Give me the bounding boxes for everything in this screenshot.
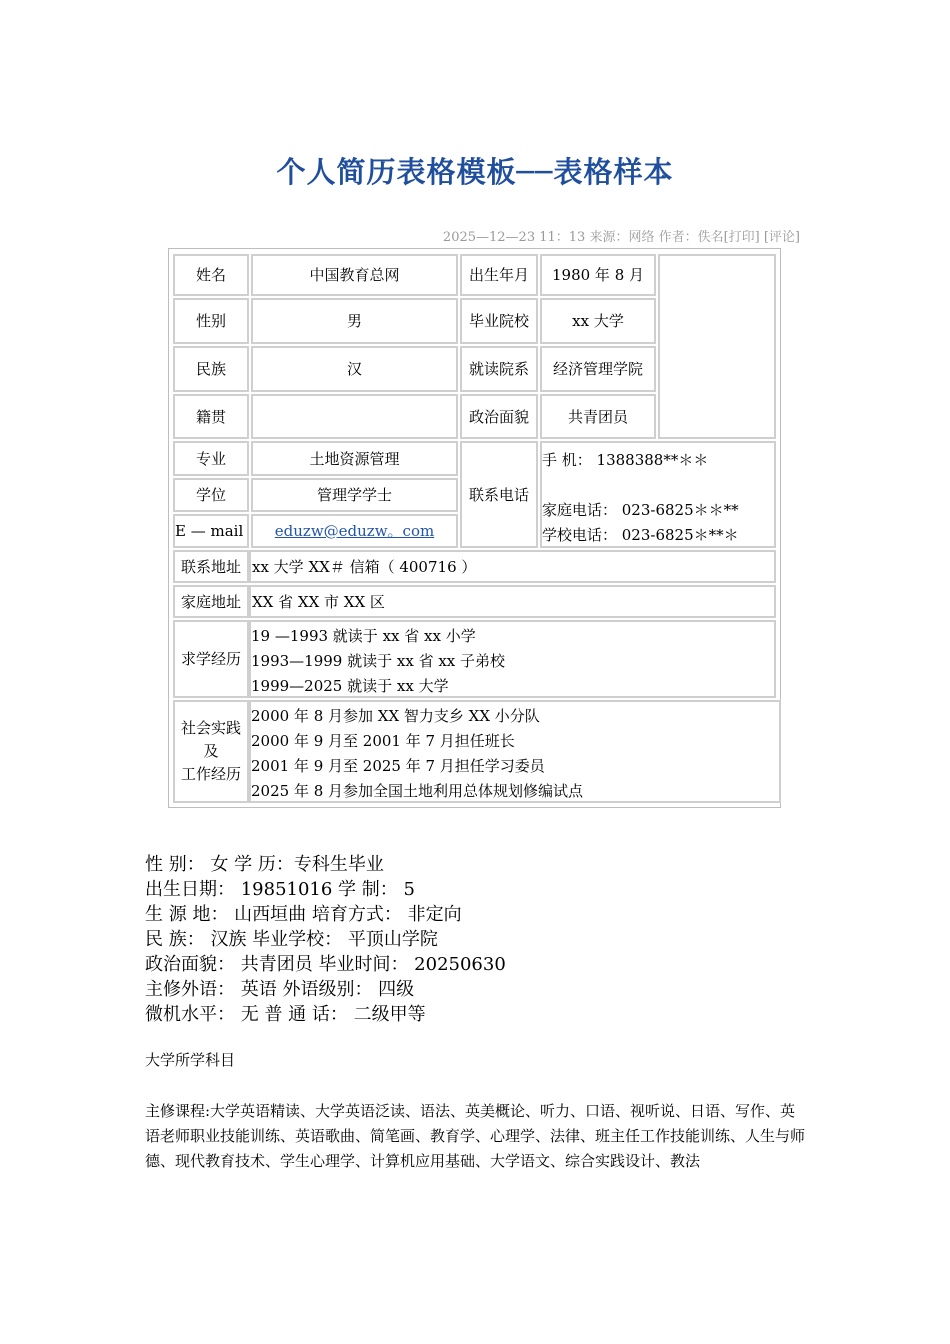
- birth-value: 1980 年 8 月: [540, 254, 656, 296]
- gender-label: 性别: [173, 298, 249, 344]
- work-item: 2000 年 8 月参加 XX 智力支乡 XX 小分队: [251, 707, 540, 725]
- native-value: [251, 394, 458, 439]
- education-label: 求学经历: [173, 620, 249, 698]
- work-label-line: 社会实践: [180, 719, 241, 737]
- email-label: E — mail: [173, 514, 249, 548]
- major-label: 专业: [173, 441, 249, 476]
- mobile-phone: 手 机： 1388388**＊＊: [542, 451, 709, 469]
- gender-value: 男: [251, 298, 458, 344]
- education-item: 1993—1999 就读于 xx 省 xx 子弟校: [251, 652, 506, 670]
- name-value: 中国教育总网: [251, 254, 458, 296]
- school-label: 毕业院校: [460, 298, 538, 344]
- work-item: 2000 年 9 月至 2001 年 7 月担任班长: [251, 732, 515, 750]
- political-label: 政治面貌: [460, 394, 538, 439]
- info-line: 出生日期： 19851016 学 制： 5: [145, 879, 415, 900]
- work-label-line: 及: [203, 742, 219, 760]
- education-item: 19 —1993 就读于 xx 省 xx 小学: [251, 627, 476, 645]
- contact-label: 联系电话: [460, 441, 538, 548]
- degree-value: 管理学学士: [251, 478, 458, 512]
- photo-cell: [658, 254, 776, 439]
- home-phone: 家庭电话： 023-6825＊＊**: [542, 501, 739, 519]
- subjects-heading: 大学所学科目: [145, 1051, 236, 1069]
- article-meta: 2025—12—23 11：13 来源：网络 作者：佚名[打印] [评论]: [442, 230, 800, 245]
- work-list: [249, 700, 781, 803]
- ethnicity-label: 民族: [173, 346, 249, 392]
- birth-label: 出生年月: [460, 254, 538, 296]
- info-line: 民 族： 汉族 毕业学校： 平顶山学院: [145, 929, 438, 950]
- info-line: 主修外语： 英语 外语级别： 四级: [145, 979, 415, 1000]
- school-value: xx 大学: [540, 298, 656, 344]
- home-address-label: 家庭地址: [173, 585, 249, 618]
- degree-label: 学位: [173, 478, 249, 512]
- dept-value: 经济管理学院: [540, 346, 656, 392]
- work-item: 2001 年 9 月至 2025 年 7 月担任学习委员: [251, 757, 545, 775]
- school-phone: 学校电话： 023-6825＊**＊: [542, 526, 739, 544]
- info-line: 性 别： 女 学 历：专科生毕业: [145, 854, 384, 875]
- work-label-line: 工作经历: [180, 765, 241, 783]
- education-item: 1999—2025 就读于 xx 大学: [251, 677, 449, 695]
- ethnicity-value: 汉: [251, 346, 458, 392]
- work-item: 2025 年 8 月参加全国土地利用总体规划修编试点: [251, 782, 584, 800]
- courses-paragraph: 主修课程:大学英语精读、大学英语泛读、语法、英美概论、听力、口语、视听说、日语、写作、英语老师职业技能训练、英语歌曲、简笔画、教育学、心理学、法律、班主任工作技能训练、人生与师德、现代教育技术、学生心理学、计算机应用基础、大学语文、综合实践设计、教法: [145, 1102, 806, 1170]
- info-line: 政治面貌： 共青团员 毕业时间： 20250630: [145, 954, 506, 975]
- personal-info: [145, 852, 506, 1027]
- dept-label: 就读院系: [460, 346, 538, 392]
- address-label: 联系地址: [173, 550, 249, 583]
- email-link[interactable]: eduzw@eduzw。com: [274, 522, 435, 540]
- home-address-value: XX 省 XX 市 XX 区: [249, 585, 776, 618]
- political-value: 共青团员: [540, 394, 656, 439]
- address-value: xx 大学 XX＃ 信箱（ 400716 ）: [249, 550, 776, 583]
- education-list: [249, 620, 776, 698]
- major-value: 土地资源管理: [251, 441, 458, 476]
- native-label: 籍贯: [173, 394, 249, 439]
- info-line: 生 源 地： 山西垣曲 培育方式： 非定向: [145, 904, 462, 925]
- name-label: 姓名: [173, 254, 249, 296]
- page-title: 个人简历表格模板──表格样本: [276, 155, 674, 189]
- work-label: [173, 700, 249, 803]
- email-value-cell: [251, 514, 458, 548]
- phone-cell: [540, 441, 776, 548]
- info-line: 微机水平： 无 普 通 话： 二级甲等: [145, 1004, 426, 1025]
